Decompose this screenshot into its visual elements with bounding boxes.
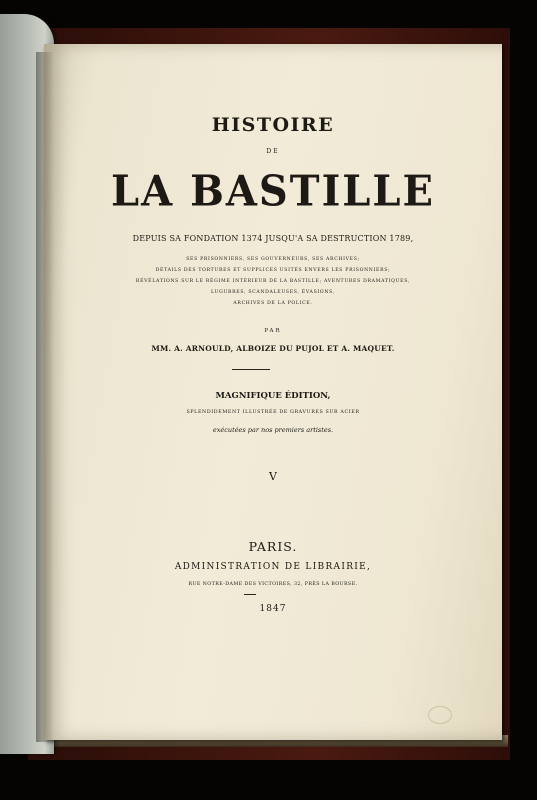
imprint-publisher: ADMINISTRATION DE LIBRAIRIE, [174, 562, 372, 572]
imprint-year: 1847 [259, 604, 287, 614]
imprint-city: PARIS. [248, 539, 298, 554]
divider-rule-short [244, 594, 256, 595]
title-de: DE [266, 148, 280, 155]
artists-note: exécutées par nos premiers artistes. [212, 426, 334, 434]
title-page [44, 44, 502, 740]
by-label: PAR [264, 328, 282, 334]
subject-line: SES PRISONNIERS, SES GOUVERNEURS, SES ARCHIVES; [186, 257, 360, 262]
title-histoire: HISTOIRE [211, 114, 335, 136]
authors: MM. A. ARNOULD, ALBOIZE DU PUJOL ET A. MAQUET. [151, 344, 395, 353]
faint-stamp-mark [428, 706, 452, 724]
illustration-note: SPLENDIDEMENT ILLUSTRÉE DE GRAVURES SUR ACIER [186, 410, 360, 415]
subject-line: LUGUBRES, SCANDALEUSES, ÉVASIONS, [211, 290, 335, 295]
edition-label: MAGNIFIQUE ÉDITION, [215, 391, 331, 401]
subject-line: ARCHIVES DE LA POLICE. [233, 301, 313, 306]
subject-line: DÉTAILS DES TORTURES ET SUPPLICES USITÉS ENVERS LES PRISONNIERS; [155, 268, 391, 273]
page-gutter-shadow [36, 52, 54, 742]
divider-rule [232, 369, 270, 370]
subject-line: RÉVÉLATIONS SUR LE RÉGIME INTÉRIEUR DE LA BASTILLE; AVENTURES DRAMATIQUES, [135, 279, 411, 284]
subtitle-dates: DEPUIS SA FONDATION 1374 JUSQU'A SA DESTRUCTION 1789, [132, 234, 414, 243]
main-title: LA BASTILLE [110, 166, 436, 217]
volume-number: V [269, 470, 277, 483]
imprint-address: RUE NOTRE-DAME DES VICTOIRES, 32, PRÈS LA BOURSE. [188, 582, 358, 587]
